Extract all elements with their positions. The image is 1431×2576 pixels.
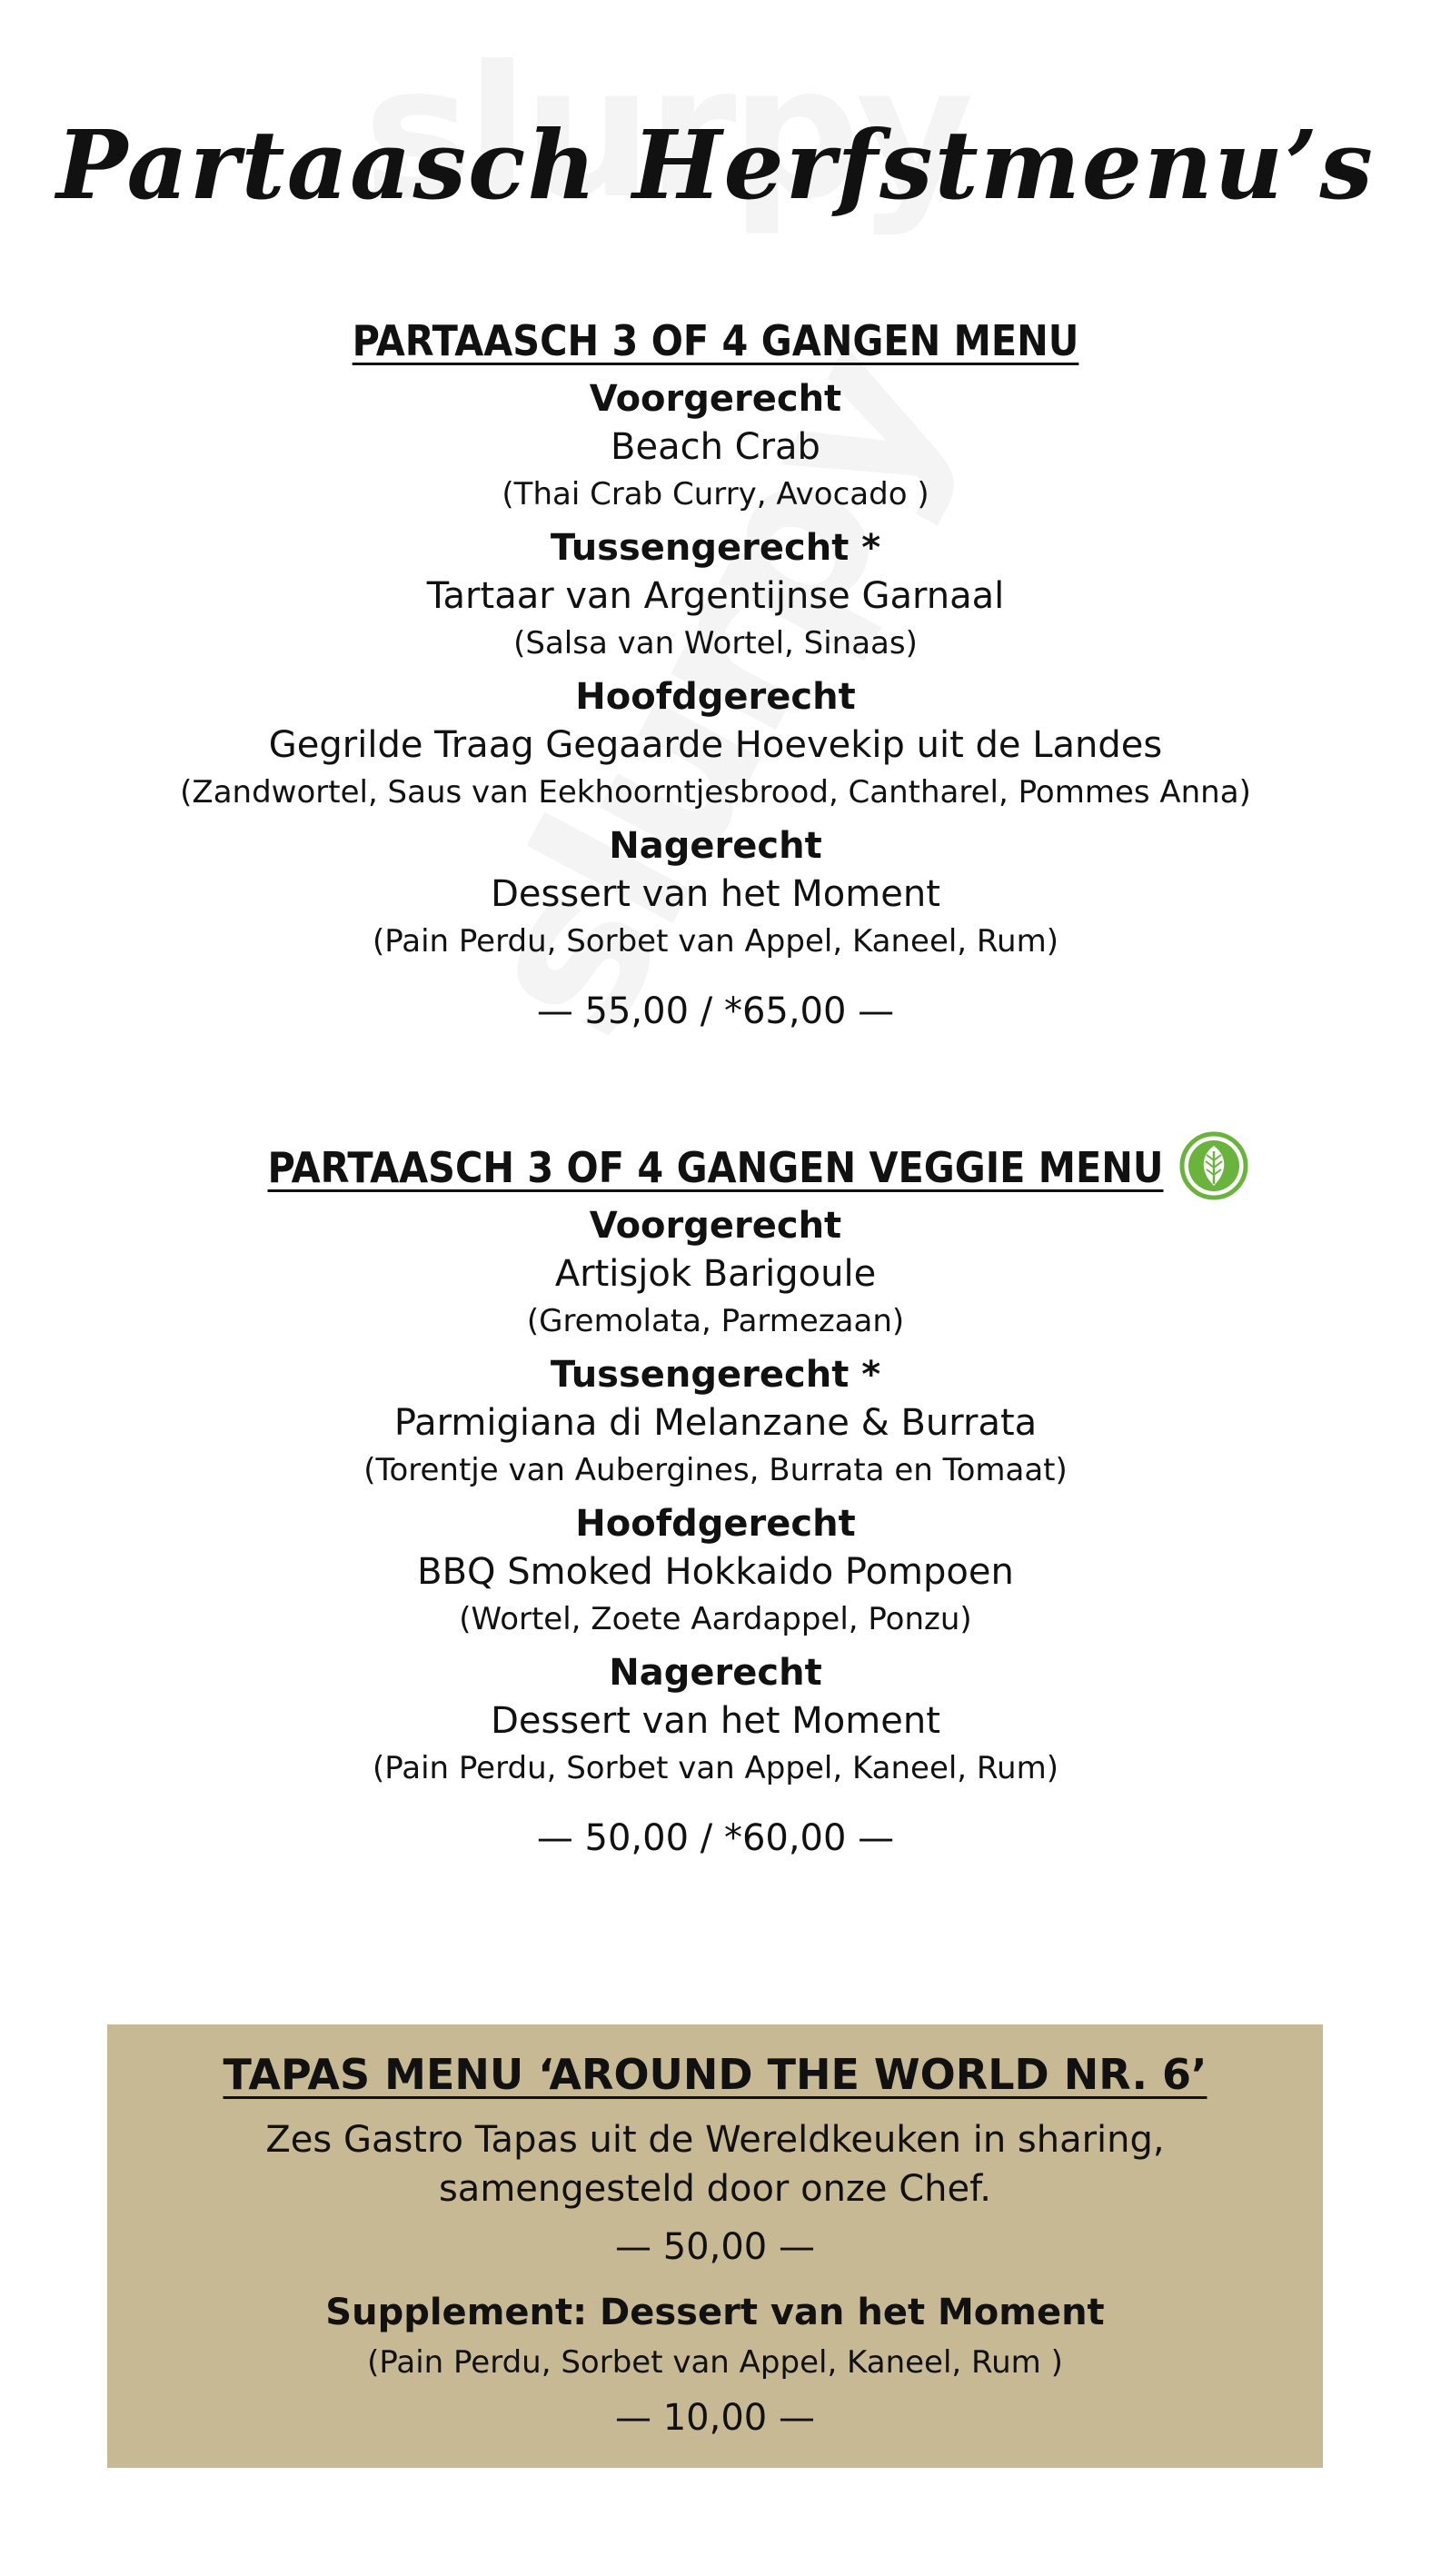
course-label: Voorgerecht bbox=[589, 1205, 842, 1247]
tapas-description-line-1: Zes Gastro Tapas uit de Wereldkeuken in sharing, bbox=[265, 2119, 1165, 2161]
menu-section-veggie bbox=[0, 1140, 1431, 1865]
course-label: Nagerecht bbox=[609, 1652, 822, 1694]
dish-description: (Wortel, Zoete Aardappel, Ponzu) bbox=[459, 1601, 972, 1637]
course-label: Hoofdgerecht bbox=[575, 1503, 856, 1545]
course-label: Nagerecht bbox=[609, 825, 822, 867]
tapas-description-line-2: samengesteld door onze Chef. bbox=[438, 2168, 992, 2210]
course-main bbox=[0, 1500, 1431, 1642]
dish-description: (Torentje van Aubergines, Burrata en Tomaat) bbox=[363, 1452, 1068, 1488]
dish-name: BBQ Smoked Hokkaido Pompoen bbox=[417, 1551, 1014, 1593]
dish-name: Dessert van het Moment bbox=[491, 1700, 940, 1742]
dish-name: Beach Crab bbox=[611, 426, 820, 468]
tapas-heading: TAPAS MENU ‘AROUND THE WORLD NR. 6’ bbox=[223, 2050, 1207, 2099]
dish-name: Tartaar van Argentijnse Garnaal bbox=[426, 575, 1005, 617]
dish-name: Parmigiana di Melanzane & Burrata bbox=[393, 1402, 1038, 1444]
course-intermediate bbox=[0, 524, 1431, 666]
course-label: Hoofdgerecht bbox=[575, 676, 856, 718]
course-dessert bbox=[0, 1649, 1431, 1791]
dish-description: (Gremolata, Parmezaan) bbox=[526, 1303, 905, 1339]
dish-name: Artisjok Barigoule bbox=[554, 1253, 877, 1295]
course-label: Voorgerecht bbox=[589, 378, 842, 420]
course-dessert bbox=[0, 822, 1431, 964]
dish-name: Dessert van het Moment bbox=[491, 873, 940, 915]
supplement-label: Supplement: Dessert van het Moment bbox=[325, 2292, 1105, 2333]
dish-description: (Salsa van Wortel, Sinaas) bbox=[513, 625, 918, 661]
menu-price: — 50,00 / *60,00 — bbox=[536, 1817, 895, 1859]
supplement-description: (Pain Perdu, Sorbet van Appel, Kaneel, Rum ) bbox=[367, 2344, 1063, 2381]
course-starter bbox=[0, 1202, 1431, 1344]
course-intermediate bbox=[0, 1351, 1431, 1493]
tapas-menu-box bbox=[107, 2024, 1323, 2468]
dish-description: (Zandwortel, Saus van Eekhoorntjesbrood, Cantharel, Pommes Anna) bbox=[180, 774, 1251, 811]
course-label: Tussengerecht * bbox=[550, 527, 881, 569]
supplement-price: — 10,00 — bbox=[615, 2397, 815, 2439]
course-starter bbox=[0, 375, 1431, 517]
leaf-icon bbox=[1179, 1131, 1248, 1200]
dish-description: (Pain Perdu, Sorbet van Appel, Kaneel, Rum) bbox=[373, 1750, 1058, 1786]
page-title: Partaasch Herfstmenu’s bbox=[56, 109, 1375, 221]
tapas-price: — 50,00 — bbox=[615, 2226, 815, 2268]
menu-section-regular bbox=[0, 313, 1431, 1039]
dish-description: (Thai Crab Curry, Avocado ) bbox=[502, 476, 929, 512]
course-label: Tussengerecht * bbox=[550, 1354, 881, 1396]
tapas-description bbox=[107, 2115, 1323, 2213]
menu-price: — 55,00 / *65,00 — bbox=[536, 990, 895, 1032]
course-main bbox=[0, 673, 1431, 815]
menu-heading: PARTAASCH 3 OF 4 GANGEN VEGGIE MENU bbox=[267, 1143, 1164, 1192]
dish-description: (Pain Perdu, Sorbet van Appel, Kaneel, Rum) bbox=[373, 923, 1058, 960]
menu-heading: PARTAASCH 3 OF 4 GANGEN MENU bbox=[352, 316, 1079, 365]
dish-name: Gegrilde Traag Gegaarde Hoevekip uit de Landes bbox=[268, 724, 1163, 766]
